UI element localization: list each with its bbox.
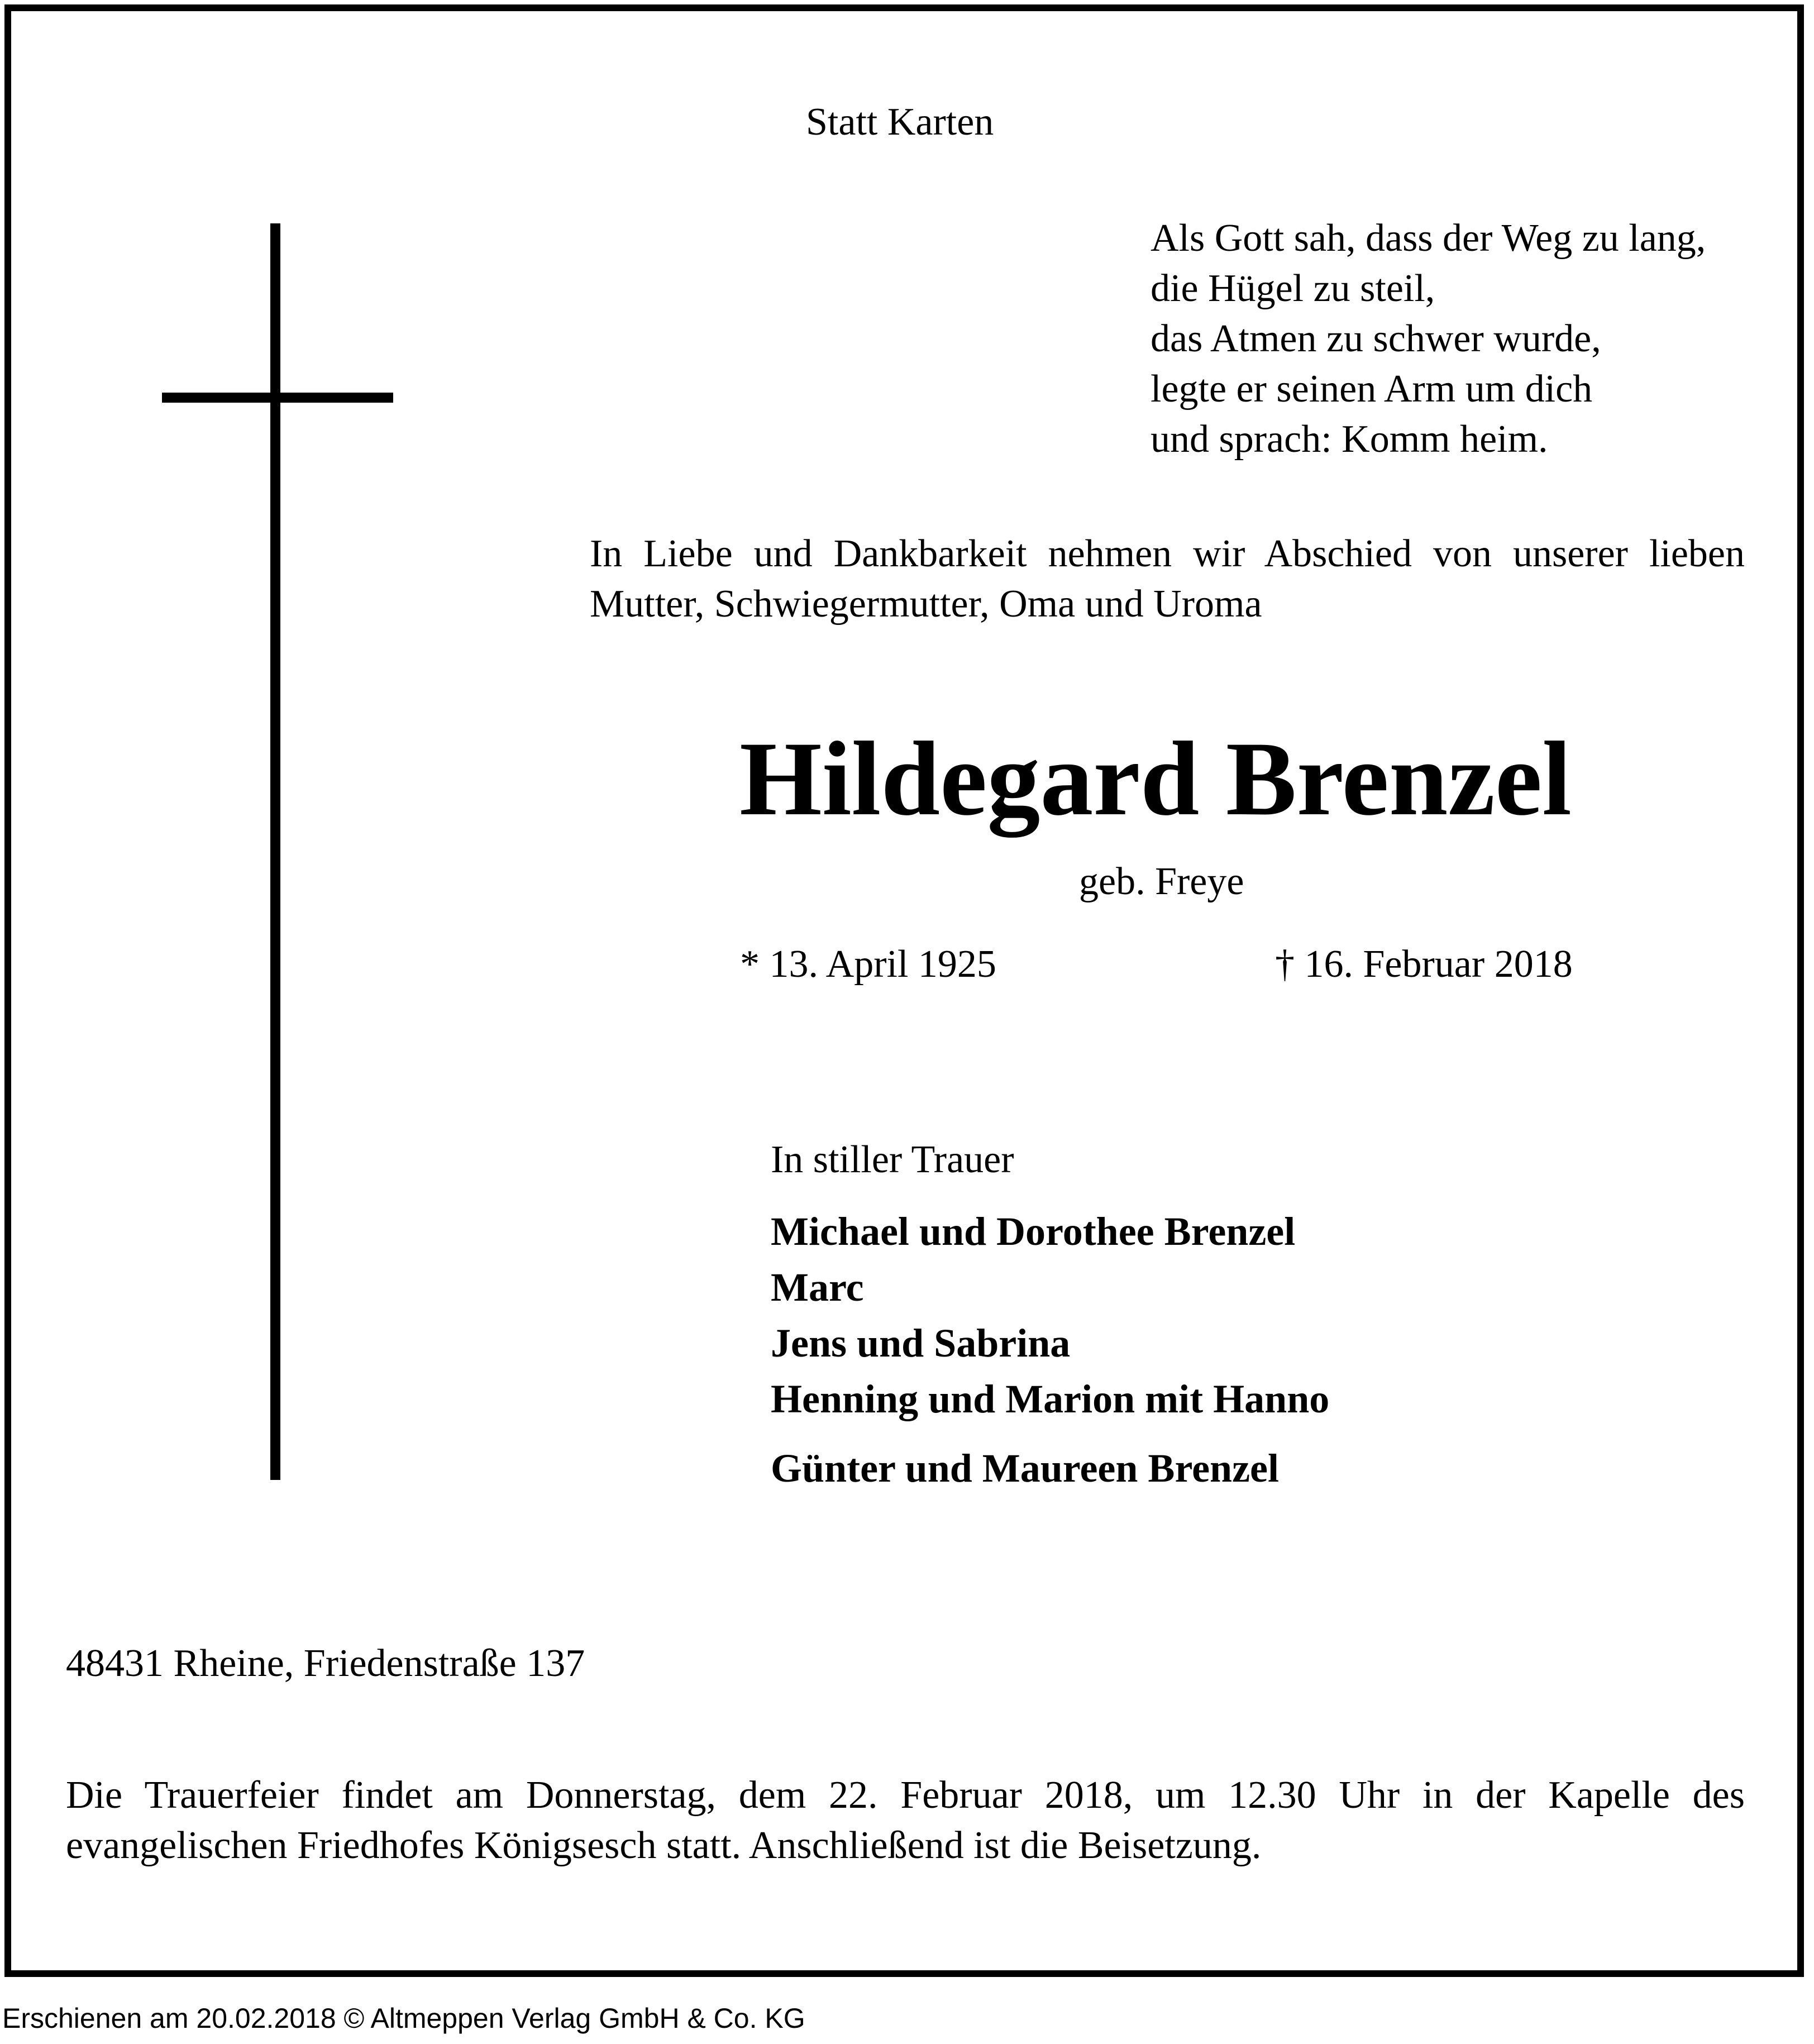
ceremony-line: evangelischen Friedhofes Königsesch statt. Anschließend ist die Beisetzung.: [66, 1824, 1262, 1867]
poem-line: legte er seinen Arm um dich: [1151, 367, 1593, 410]
family-member: Günter und Maureen Brenzel: [771, 1446, 1280, 1491]
intro-text: [590, 529, 1745, 629]
header-text: Statt Karten: [806, 101, 994, 144]
poem-line: Als Gott sah, dass der Weg zu lang,: [1151, 217, 1706, 260]
poem-line: das Atmen zu schwer wurde,: [1151, 317, 1601, 360]
publication-footer: Erschienen am 20.02.2018 © Altmeppen Verlag GmbH & Co. KG: [2, 2003, 805, 2034]
family-member: Michael und Dorothee Brenzel: [771, 1209, 1296, 1254]
mourning-label: In stiller Trauer: [771, 1138, 1014, 1181]
family-member: Marc: [771, 1265, 864, 1310]
death-date: † 16. Februar 2018: [1275, 943, 1573, 986]
poem-line: und sprach: Komm heim.: [1151, 418, 1548, 461]
birth-date: * 13. April 1925: [740, 943, 996, 986]
cross-horizontal-bar: [162, 393, 393, 403]
poem: [1151, 213, 1706, 465]
ceremony-line: Die Trauerfeier findet am Donnerstag, dem 22. Februar 2018, um 12.30 Uhr in der Kapelle des: [66, 1774, 1745, 1817]
intro-line: In Liebe und Dankbarkeit nehmen wir Abschied von unserer lieben: [590, 532, 1745, 575]
deceased-name: Hildegard Brenzel: [739, 720, 1572, 838]
cross-vertical-bar: [270, 223, 280, 1480]
intro-line: Mutter, Schwiegermutter, Oma und Uroma: [590, 582, 1262, 625]
ceremony-text: [66, 1770, 1745, 1871]
maiden-name: geb. Freye: [1079, 860, 1244, 903]
family-member: Henning und Marion mit Hanno: [771, 1377, 1330, 1421]
address: 48431 Rheine, Friedenstraße 137: [66, 1642, 585, 1685]
poem-line: die Hügel zu steil,: [1151, 267, 1435, 310]
family-member: Jens und Sabrina: [771, 1321, 1071, 1365]
